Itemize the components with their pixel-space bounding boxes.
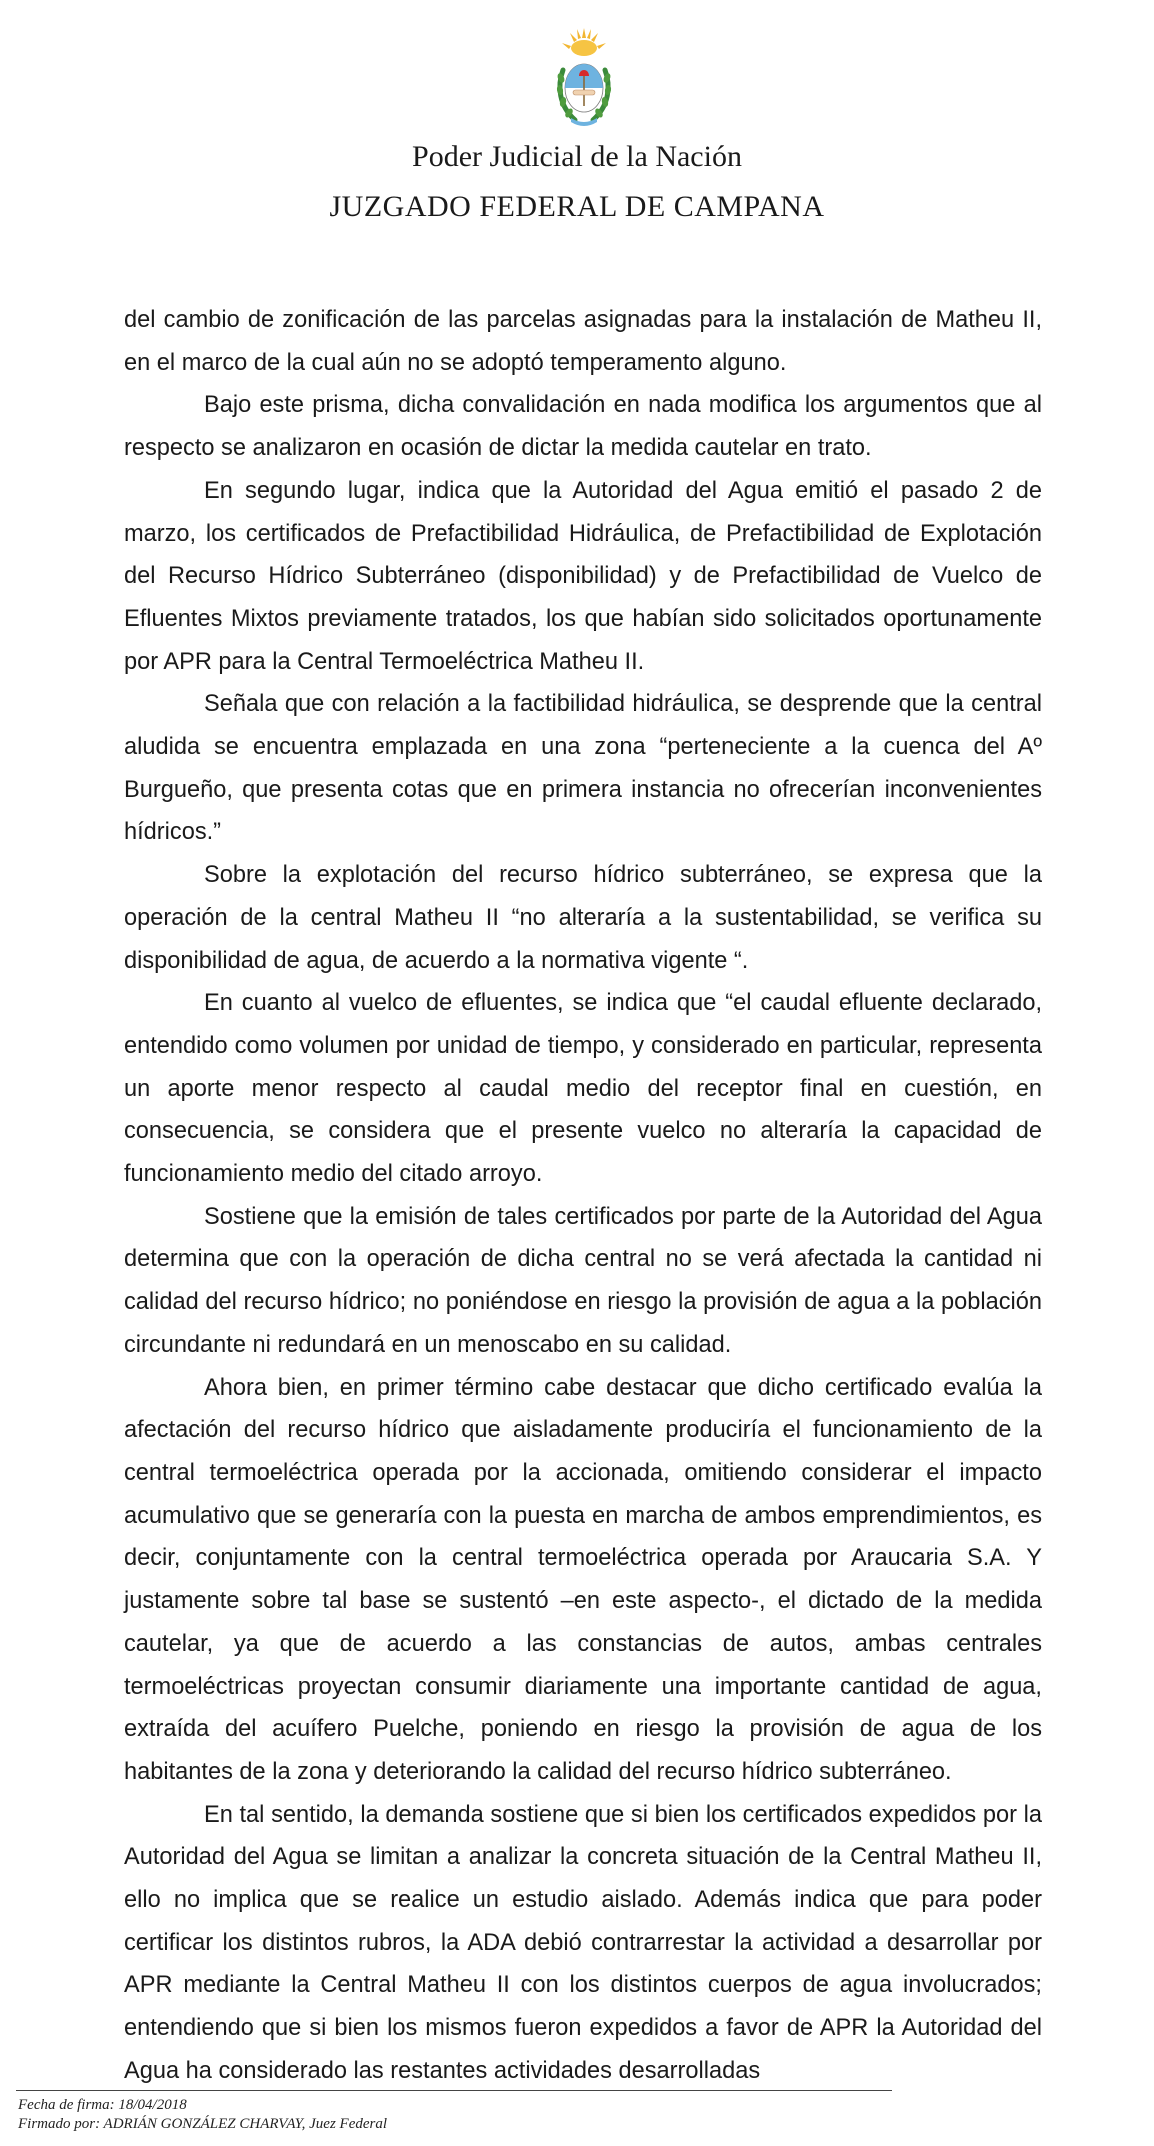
body-paragraph: En cuanto al vuelco de efluentes, se indica que “el caudal efluente declarado, entendido como volumen por unidad de tiempo, y considerado en particular, representa un aporte menor respecto al caudal medio del receptor final en cuestión, en consecuencia, se considera que el presente vuelco no alteraría la capacidad de funcionamiento medio del citado arroyo. [124,990,1042,1188]
body-paragraph: En tal sentido, la demanda sostiene que si bien los certificados expedidos por la Autoridad del Agua se limitan a analizar la concreta situación de la Central Matheu II, ello no implica que se realice un estudio aislado. Además indica que para poder certificar los distintos rubros, la ADA debió contrarrestar la actividad a desarrollar por APR mediante la Central Matheu II con los distintos cuerpos de agua involucrados; entendiendo que si bien los mismos fueron expedidos a favor de APR la Autoridad del Agua ha considerado las restantes actividades desarrolladas [124,1801,1042,2084]
body-paragraph: Sobre la explotación del recurso hídrico subterráneo, se expresa que la operación de la central Matheu II “no alteraría a la sustentabilidad, se verifica su disponibilidad de agua, de acuerdo a la normativa vigente “. [124,862,1042,974]
institution-name: Poder Judicial de la Nación [412,140,742,173]
national-coat-of-arms-icon [553,26,615,130]
body-paragraph: Ahora bien, en primer término cabe destacar que dicho certificado evalúa la afectación del recurso hídrico que aisladamente produciría el funcionamiento de la central termoeléctrica operada por la accionada, omitiendo considerar el impacto acumulativo que se generaría con la puesta en marcha de ambos emprendimientos, es decir, conjuntamente con la central termoeléctrica operada por Araucaria S.A. Y justamente sobre tal base se sustentó –en este aspecto-, el dictado de la medida cautelar, ya que de acuerdo a las constancias de autos, ambas centrales termoeléctricas proyectan consumir diariamente una importante cantidad de agua, extraída del acuífero Puelche, poniendo en riesgo la provisión de agua de los habitantes de la zona y deteriorando la calidad del recurso hídrico subterráneo. [124,1374,1042,1785]
document-body [124,299,1042,2093]
body-paragraph: En segundo lugar, indica que la Autoridad del Agua emitió el pasado 2 de marzo, los certificados de Prefactibilidad Hidráulica, de Prefactibilidad de Explotación del Recurso Hídrico Subterráneo (disponibilidad) y de Prefactibilidad de Vuelco de Efluentes Mixtos previamente tratados, los que habían sido solicitados oportunamente por APR para la Central Termoeléctrica Matheu II. [124,477,1042,675]
signature-divider [16,2090,892,2091]
court-name: JUZGADO FEDERAL DE CAMPANA [329,190,825,223]
body-paragraph: Señala que con relación a la factibilidad hidráulica, se desprende que la central aludida se encuentra emplazada en una zona “perteneciente a la cuenca del Aº Burgueño, que presenta cotas que en primera instancia no ofrecerían inconvenientes hídricos.” [124,691,1042,846]
signature-date: Fecha de firma: 18/04/2018 [18,2097,187,2113]
body-paragraph: del cambio de zonificación de las parcelas asignadas para la instalación de Matheu II, en el marco de la cual aún no se adoptó temperamento alguno. [124,307,1042,376]
body-paragraph: Bajo este prisma, dicha convalidación en nada modifica los argumentos que al respecto se analizaron en ocasión de dictar la medida cautelar en trato. [124,392,1042,462]
signature-signer: Firmado por: ADRIÁN GONZÁLEZ CHARVAY, Juez Federal [18,2116,388,2132]
body-paragraph: Sostiene que la emisión de tales certificados por parte de la Autoridad del Agua determina que con la operación de dicha central no se verá afectada la cantidad ni calidad del recurso hídrico; no poniéndose en riesgo la provisión de agua a la población circundante ni redundará en un menoscabo en su calidad. [124,1203,1042,1358]
